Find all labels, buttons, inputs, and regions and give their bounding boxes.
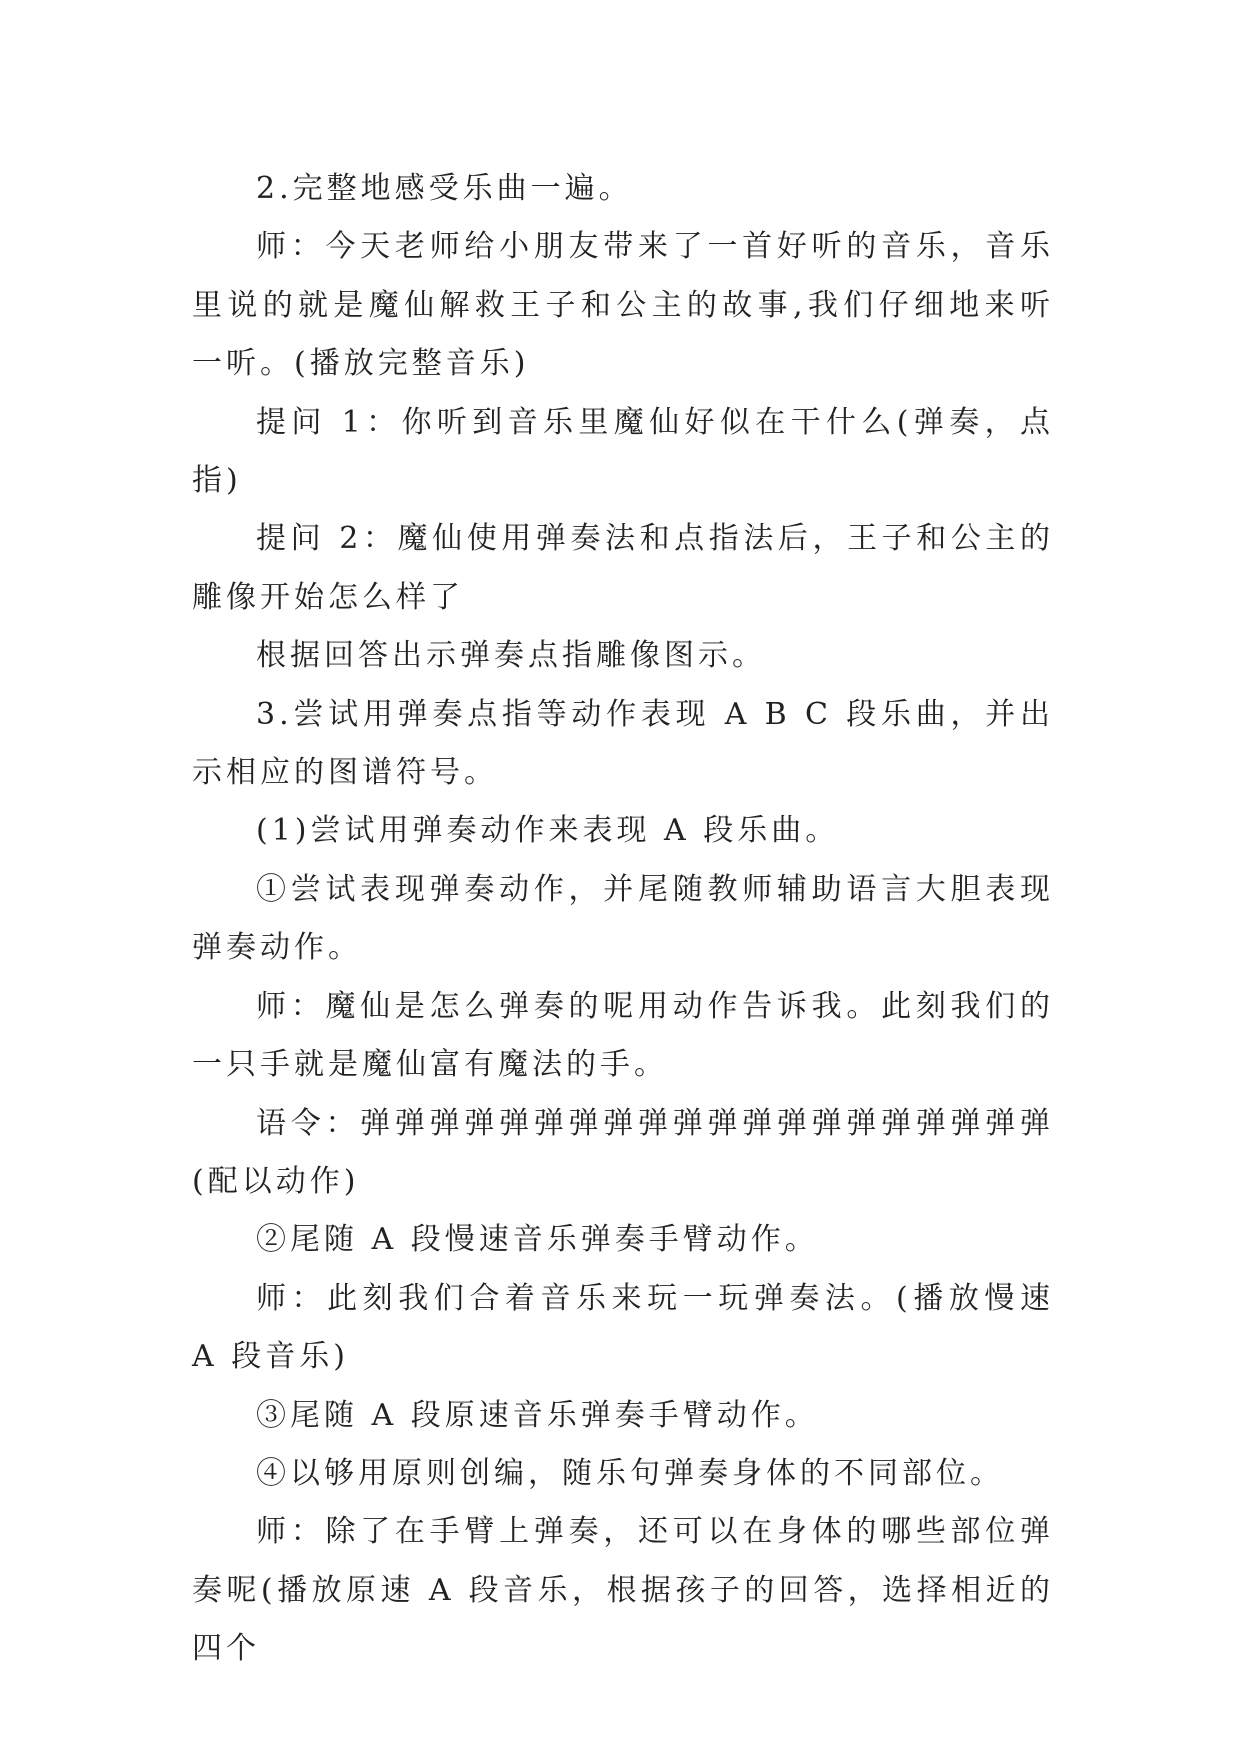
paragraph-step-3: 3.尝试用弹奏点指等动作表现 A B C 段乐曲，并出示相应的图谱符号。 — [192, 696, 1054, 791]
paragraph-item-1: ①尝试表现弹奏动作，并尾随教师辅助语言大胆表现弹奏动作。 — [192, 871, 1054, 966]
paragraph-teacher-demo: 师：魔仙是怎么弹奏的呢用动作告诉我。此刻我们的一只手就是魔仙富有魔法的手。 — [192, 988, 1054, 1083]
paragraph-teacher-slow: 师：此刻我们合着音乐来玩一玩弹奏法。(播放慢速 A 段音乐) — [192, 1280, 1068, 1375]
paragraph-question-2: 提问 2：魔仙使用弹奏法和点指法后，王子和公主的雕像开始怎么样了 — [192, 521, 1054, 615]
paragraph-item-3: ③尾随 A 段原速音乐弹奏手臂动作。 — [256, 1397, 819, 1433]
paragraph-teacher-body-parts: 师：除了在手臂上弹奏，还可以在身体的哪些部位弹奏呢(播放原速 A 段音乐，根据孩子的回答，选择相近的四个 — [192, 1514, 1054, 1667]
paragraph-show-diagram: 根据回答出示弹奏点指雕像图示。 — [256, 638, 766, 674]
paragraph-item-4: ④以够用原则创编，随乐句弹奏身体的不同部位。 — [256, 1455, 1004, 1491]
paragraph-step-2: 2.完整地感受乐曲一遍。 — [256, 171, 633, 206]
paragraph-substep-1: (1)尝试用弹奏动作来表现 A 段乐曲。 — [256, 813, 840, 849]
paragraph-teacher-intro: 师：今天老师给小朋友带来了一首好听的音乐，音乐里说的就是魔仙解救王子和公主的故事,我们仔细地来听一听。(播放完整音乐) — [192, 229, 1054, 382]
paragraph-chant: 语令：弹弹弹弹弹弹弹弹弹弹弹弹弹弹弹弹弹弹弹弹(配以动作) — [192, 1105, 1054, 1199]
paragraph-question-1: 提问 1：你听到音乐里魔仙好似在干什么(弹奏，点指) — [192, 404, 1054, 499]
paragraph-item-2: ②尾随 A 段慢速音乐弹奏手臂动作。 — [256, 1222, 819, 1258]
document-body — [192, 160, 1068, 1679]
